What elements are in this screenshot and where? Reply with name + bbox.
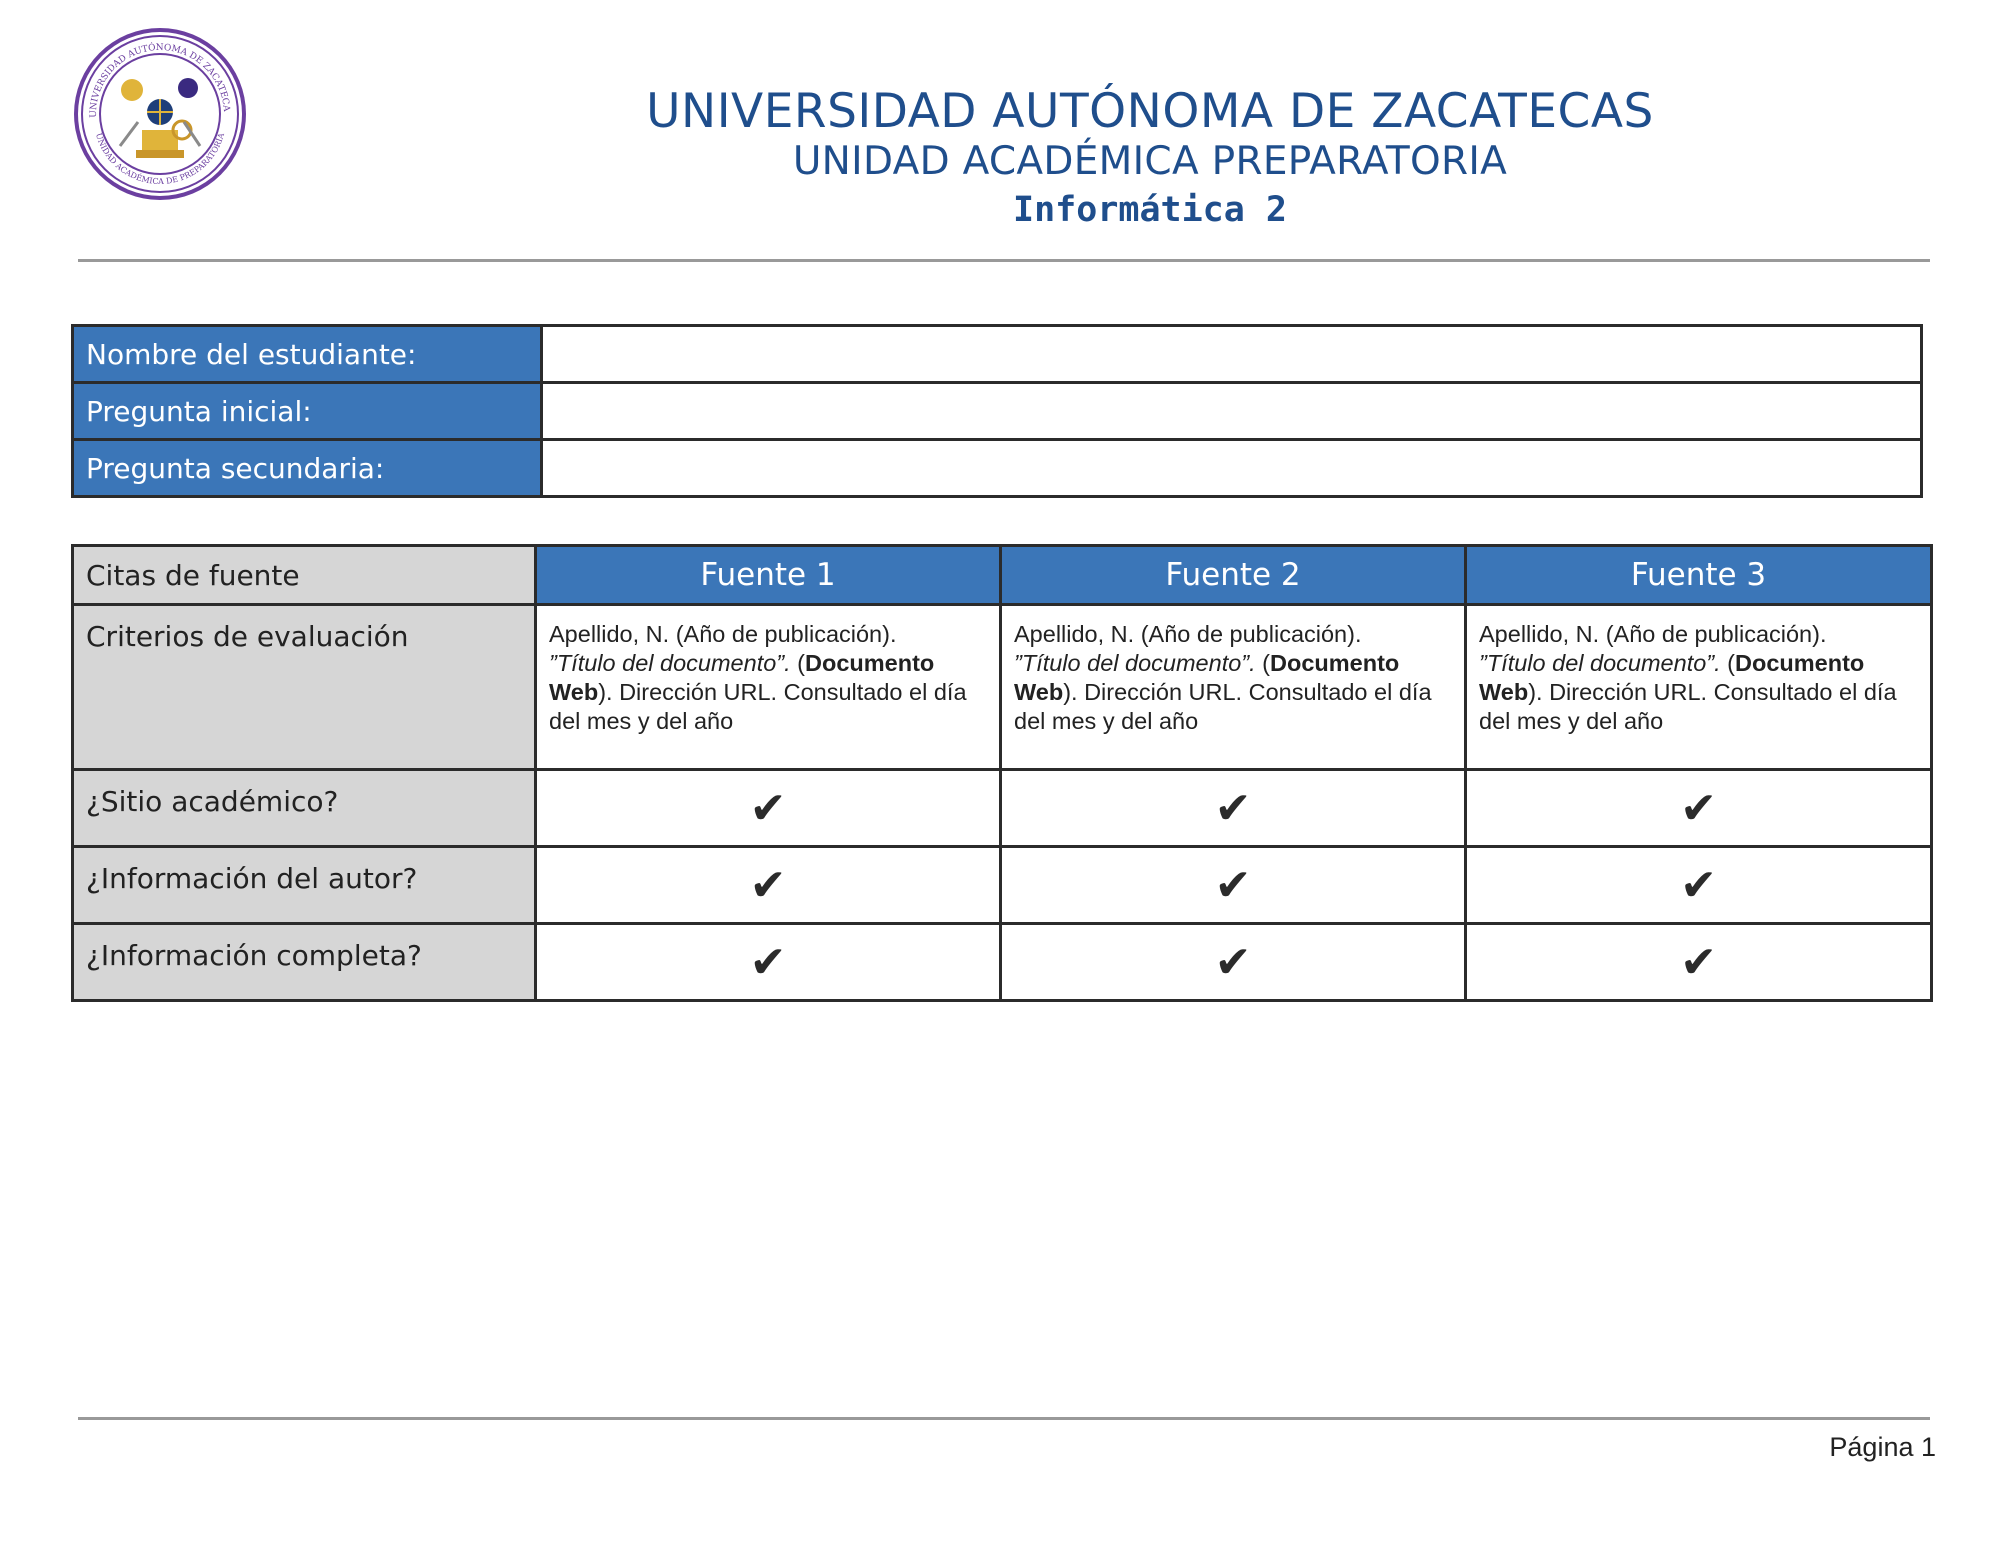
checkmark-icon[interactable]: ✔ [1001,770,1466,847]
complete-info-label: ¿Información completa? [73,924,536,1001]
academic-site-label: ¿Sitio académico? [73,770,536,847]
initial-question-label: Pregunta inicial: [73,383,542,440]
university-logo [72,26,248,202]
criteria-header-row [73,546,1932,605]
source-3-header: Fuente 3 [1466,546,1932,605]
source-criteria-table [71,544,1933,1002]
citations-header-label: Citas de fuente [73,546,536,605]
source-1-header: Fuente 1 [536,546,1001,605]
university-title: UNIVERSIDAD AUTÓNOMA DE ZACATECAS [646,84,1654,139]
source-3-citation: Apellido, N. (Año de publicación). ”Título del documento”. (Documento Web). Dirección URL. Consultado el día del mes y del año [1466,605,1932,770]
evaluation-criteria-label: Criterios de evaluación [73,605,536,770]
student-name-label: Nombre del estudiante: [73,326,542,383]
checkmark-icon[interactable]: ✔ [1466,924,1932,1001]
complete-info-row [73,924,1932,1001]
checkmark-icon[interactable]: ✔ [1466,770,1932,847]
header-divider [78,259,1930,262]
page-number: Página 1 [1829,1432,1936,1462]
author-info-label: ¿Información del autor? [73,847,536,924]
source-1-citation: Apellido, N. (Año de publicación). ”Título del documento”. (Documento Web). Dirección URL. Consultado el día del mes y del año [536,605,1001,770]
student-info-table [71,324,1923,498]
checkmark-icon[interactable]: ✔ [1001,924,1466,1001]
svg-text:UNIDAD ACADÉMICA DE PREPARATOR: UNIDAD ACADÉMICA DE PREPARATORIA [93,131,227,187]
checkmark-icon[interactable]: ✔ [536,770,1001,847]
university-seal-icon [72,26,248,202]
source-2-header: Fuente 2 [1001,546,1466,605]
checkmark-icon[interactable]: ✔ [1466,847,1932,924]
checkmark-icon[interactable]: ✔ [536,924,1001,1001]
header-titles [500,84,1800,232]
initial-question-field[interactable] [542,383,1922,440]
course-title: Informática 2 [1013,190,1287,230]
secondary-question-label: Pregunta secundaria: [73,440,542,497]
footer-divider [78,1417,1930,1420]
checkmark-icon[interactable]: ✔ [536,847,1001,924]
svg-text:UNIVERSIDAD AUTÓNOMA DE ZACATE: UNIVERSIDAD AUTÓNOMA DE ZACATECA [88,42,232,118]
author-info-row [73,847,1932,924]
academic-site-row [73,770,1932,847]
initial-question-row [73,383,1922,440]
student-name-row [73,326,1922,383]
secondary-question-row [73,440,1922,497]
source-2-citation: Apellido, N. (Año de publicación). ”Título del documento”. (Documento Web). Dirección URL. Consultado el día del mes y del año [1001,605,1466,770]
secondary-question-field[interactable] [542,440,1922,497]
unit-subtitle: UNIDAD ACADÉMICA PREPARATORIA [792,139,1508,184]
citation-row [73,605,1932,770]
checkmark-icon[interactable]: ✔ [1001,847,1466,924]
student-name-field[interactable] [542,326,1922,383]
